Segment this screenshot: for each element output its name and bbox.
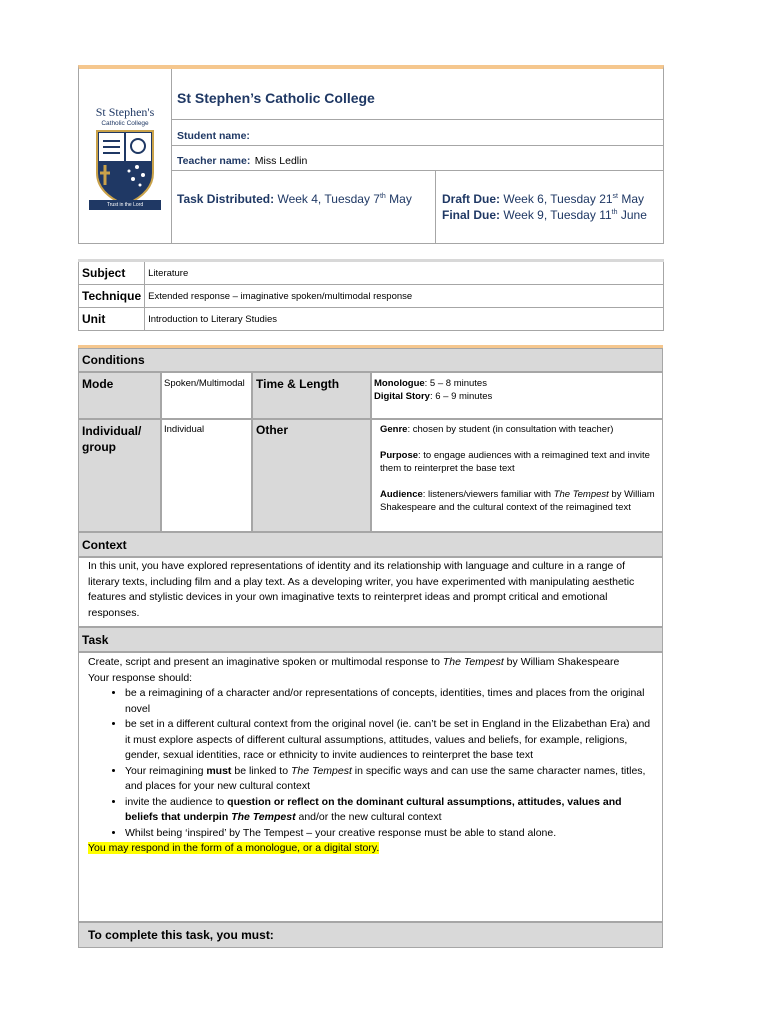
teacher-row [171,145,663,171]
purpose-text: Purpose: to engage audiences with a reimagined text and invite them to reinterpret the base text [380,450,650,474]
task-body-cell [78,652,663,922]
technique-value: Extended response – imaginative spoken/multimodal response [145,285,664,308]
list-item: • Your reimagining must be linked to The Tempest in specific ways and can use the same character names, titles, and places for your new cultural context [125,764,654,795]
audience-text: Audience: listeners/viewers familiar with The Tempest by William Shakespeare and the cultural context of the reimagined text [380,489,655,513]
draft-value: Week 6, Tuesday 21st May [503,192,645,206]
mode-label: Mode [82,377,114,391]
other-value-cell [371,419,663,532]
individual-value-cell [161,419,252,532]
complete-heading-cell [78,922,663,948]
distributed-cell [171,170,436,244]
individual-label-cell [78,419,161,532]
logo-name: St Stephen's [95,105,155,119]
table-row [79,308,664,331]
time-value-cell [371,372,663,419]
teacher-value: Miss Ledlin [254,155,308,167]
final-label: Final Due: [442,208,501,222]
context-body-cell [78,557,663,627]
context-heading: Context [78,532,663,557]
time-label: Time & Length [256,377,340,391]
distributed-value: Week 4, Tuesday 7th May [277,192,412,206]
task-heading: Task [78,627,663,652]
list-item: • be set in a different cultural context from the original novel (ie. can’t be set in England in the Elizabethan Era) and it must explore aspects of different cultural assumptions, attitudes, values and beliefs, for example, religions, gender, sexual identities, race or ethnicity to invite audiences to reinterpret the base text [125,717,654,764]
draft-label: Draft Due: [442,192,501,206]
digital-story-length: Digital Story: 6 – 9 minutes [374,391,493,402]
genre-text: Genre: chosen by student (in consultation with teacher) [380,424,614,435]
subject-value: Literature [145,261,664,285]
table-row [79,285,664,308]
school-name: St Stephen’s Catholic College [177,90,375,106]
context-text: In this unit, you have explored representations of identity and its relationship with language and culture in a range of literary texts, including film and a play text. As a developing writer, you have experimented with manipulating aesthetic features and stylistic devices in your own imaginative texts to reinterpret ideas and prompt critical and emotional responses. [88,560,635,619]
other-label: Other [256,423,289,437]
due-cell [436,170,663,244]
table-row [79,261,664,285]
logo-motto: Trust in the Lord [89,200,161,210]
technique-key: Technique [79,285,145,308]
individual-label: Individual/ group [82,424,142,454]
student-row [171,119,663,146]
subject-key: Subject [79,261,145,285]
highlighted-note: You may respond in the form of a monologue, or a digital story. [88,842,380,854]
student-label: Student name: [177,130,250,142]
list-item: • invite the audience to question or reflect on the dominant cultural assumptions, attitudes, values and beliefs that underpin The Tempest and/or the new cultural context [125,795,654,826]
task-intro: Create, script and present an imaginative spoken or multimodal response to The Tempest by William Shakespeare [88,656,620,668]
logo-sub: Catholic College [101,120,149,127]
task-requirements-list [88,686,654,841]
crest-icon [95,129,155,211]
subject-table [78,259,664,331]
task-header [78,65,664,244]
teacher-label: Teacher name: [177,155,251,167]
mode-value: Spoken/Multimodal [164,378,245,389]
unit-key: Unit [79,308,145,331]
monologue-length: Monologue: 5 – 8 minutes [374,378,487,389]
mode-value-cell [161,372,252,419]
school-logo [79,69,172,244]
conditions-heading: Conditions [78,348,663,372]
complete-heading: To complete this task, you must: [88,928,274,942]
time-label-cell [252,372,371,419]
final-value: Week 9, Tuesday 11th June [503,208,647,222]
distributed-label: Task Distributed: [177,192,275,206]
mode-label-cell [78,372,161,419]
unit-value: Introduction to Literary Studies [145,308,664,331]
individual-value: Individual [164,424,205,435]
school-row [171,69,663,120]
list-item: • be a reimagining of a character and/or representations of concepts, identities, times and places from the original novel [125,686,654,717]
other-label-cell [252,419,371,532]
list-item: • Whilst being ‘inspired’ by The Tempest – your creative response must be able to stand alone. [125,826,654,842]
task-should: Your response should: [88,671,193,684]
